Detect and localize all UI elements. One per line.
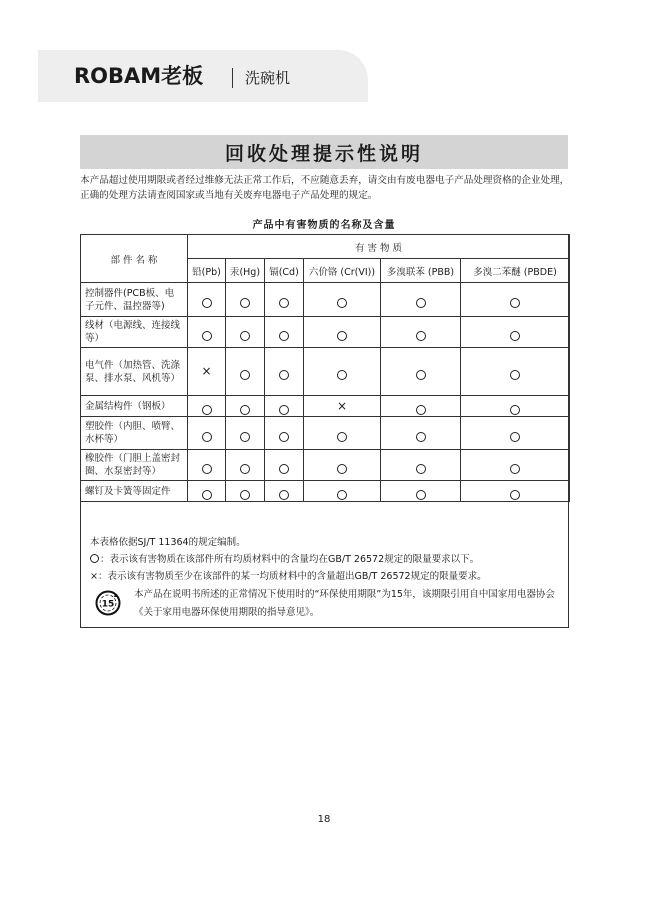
compliant-circle-mark [202,490,212,500]
substance-mark-cell [188,348,226,396]
intro-paragraph: 本产品超过使用期限或者经过维修无法正常工作后，不应随意丢弃，请交由有废电器电子产品处理资格的企业处理，正确的处理方法请查阅国家或当地有关废弃电器电子产品处理的规定。 [80,175,570,201]
note-standard [90,534,560,551]
eco-period-text: 本产品在说明书所述的正常情况下使用时的“环保使用期限”为15年，该期限引用自中国家用电器协会《关于家用电器环保使用期限的指导意见》。 [134,589,555,618]
compliant-circle-mark [510,298,520,308]
compliant-circle-mark [416,432,426,442]
compliant-circle-mark [510,405,520,415]
eco-period-icon [95,590,121,616]
compliant-circle-mark [416,490,426,500]
substance-mark-cell [226,417,265,450]
substance-mark-cell [381,283,461,317]
substance-mark-cell [381,317,461,348]
table-title: 产品中有害物质的名称及含量 [252,220,396,231]
compliant-circle-mark [279,432,289,442]
substance-mark-cell [265,481,304,502]
substance-mark-cell [381,481,461,502]
cross-symbol: × [90,571,98,582]
compliant-circle-mark [240,432,250,442]
compliant-circle-mark [337,298,347,308]
column-header: 多溴联苯 (PBB) [381,259,461,283]
compliant-circle-mark [279,490,289,500]
substance-mark-cell [304,481,381,502]
table-row [81,417,570,450]
column-header: 汞(Hg) [226,259,265,283]
compliant-circle-mark [202,405,212,415]
part-name-cell: 橡胶件（门胆上盖密封圈、水泵密封等） [81,450,188,481]
table-row [81,317,570,348]
substance-mark-cell [188,417,226,450]
substance-mark-cell [226,481,265,502]
table-row [81,396,570,417]
part-name-header: 部 件 名 称 [81,235,188,283]
part-name-cell: 电气件（加热管、洗涤泵、排水泵、风机等） [81,348,188,396]
compliant-circle-mark [337,370,347,380]
compliant-circle-mark [240,464,250,474]
substance-mark-cell [461,417,570,450]
eco-badge-number: 15 [101,599,115,610]
compliant-circle-mark [416,464,426,474]
compliant-circle-mark [416,370,426,380]
table-row [81,450,570,481]
compliant-circle-mark [279,464,289,474]
substance-mark-cell [304,317,381,348]
compliant-circle-mark [416,298,426,308]
substance-mark-cell [265,450,304,481]
substance-mark-cell [226,283,265,317]
exceeds-cross-mark: × [336,398,348,413]
substance-mark-cell [461,348,570,396]
substance-mark-cell [304,283,381,317]
substance-mark-cell [188,396,226,417]
brand-separator [232,68,233,88]
compliant-circle-mark [510,432,520,442]
compliant-circle-mark [337,464,347,474]
part-name-cell: 线材（电源线、连接线等） [81,317,188,348]
substance-mark-cell [265,348,304,396]
compliant-circle-mark [337,432,347,442]
compliant-circle-mark [202,432,212,442]
substance-mark-cell [226,348,265,396]
substance-mark-cell [461,481,570,502]
note-standard-text: 本表格依据SJ/T 11364的规定编制。 [90,537,246,548]
note-circle [90,551,560,568]
compliant-circle-mark [279,298,289,308]
substance-mark-cell [304,348,381,396]
substance-mark-cell [461,283,570,317]
compliant-circle-mark [240,405,250,415]
note-circle-text: ：表示该有害物质在该部件所有均质材料中的含量均在GB/T 26572规定的限量要求以下。 [100,554,480,565]
substance-mark-cell [304,450,381,481]
substance-mark-cell [265,396,304,417]
substance-mark-cell [461,450,570,481]
substance-mark-cell [381,348,461,396]
part-name-cell: 金属结构件（钢板） [81,396,188,417]
note-cross-text: ：表示该有害物质至少在该部件的某一均质材料中的含量超出GB/T 26572规定的限量要求。 [97,571,487,582]
substance-mark-cell [381,417,461,450]
column-header: 铅(Pb) [188,259,226,283]
compliant-circle-mark [510,490,520,500]
hazard-substance-header: 有 害 物 质 [188,235,570,259]
compliant-circle-mark [510,370,520,380]
table-row [81,481,570,502]
substance-mark-cell [381,396,461,417]
substance-mark-cell [188,317,226,348]
product-name: 洗碗机 [245,69,291,87]
compliant-circle-mark [279,370,289,380]
exceeds-cross-mark: × [201,364,212,378]
substance-mark-cell [461,317,570,348]
part-name-cell: 螺钉及卡簧等固定件 [81,481,188,502]
substance-mark-cell [265,283,304,317]
compliant-circle-mark [510,331,520,341]
compliant-circle-mark [416,405,426,415]
substance-mark-cell [304,417,381,450]
substance-mark-cell [226,317,265,348]
compliant-circle-mark [337,331,347,341]
notes [90,534,560,585]
substance-mark-cell [265,317,304,348]
circle-symbol [90,554,99,563]
substance-mark-cell [304,396,381,417]
compliant-circle-mark [416,331,426,341]
substance-mark-cell [226,450,265,481]
substance-mark-cell [188,283,226,317]
hazardous-substance-table [80,234,570,502]
substance-mark-cell [226,396,265,417]
compliant-circle-mark [240,370,250,380]
compliant-circle-mark [240,331,250,341]
substance-mark-cell [265,417,304,450]
compliant-circle-mark [240,490,250,500]
table-row [81,348,570,396]
column-header: 多溴二苯醚 (PBDE) [461,259,570,283]
compliant-circle-mark [202,464,212,474]
compliant-circle-mark [510,464,520,474]
part-name-cell: 控制器件(PCB板、电子元件、温控器等) [81,283,188,317]
substance-mark-cell [188,450,226,481]
column-header: 镉(Cd) [265,259,304,283]
compliant-circle-mark [202,298,212,308]
substance-mark-cell [381,450,461,481]
brand-logo: ROBAM老板 [74,64,204,88]
column-header: 六价铬 (Cr(VI)) [304,259,381,283]
section-title-bar [80,135,568,169]
substance-mark-cell [188,481,226,502]
table-row [81,283,570,317]
compliant-circle-mark [279,405,289,415]
part-name-cell: 塑胶件（内胆、喷臂、水杯等） [81,417,188,450]
compliant-circle-mark [337,490,347,500]
page-number: 18 [317,814,331,825]
section-title: 回收处理提示性说明 [224,142,423,165]
compliant-circle-mark [279,331,289,341]
compliant-circle-mark [202,331,212,341]
note-cross [90,568,560,585]
substance-mark-cell [461,396,570,417]
compliant-circle-mark [240,298,250,308]
